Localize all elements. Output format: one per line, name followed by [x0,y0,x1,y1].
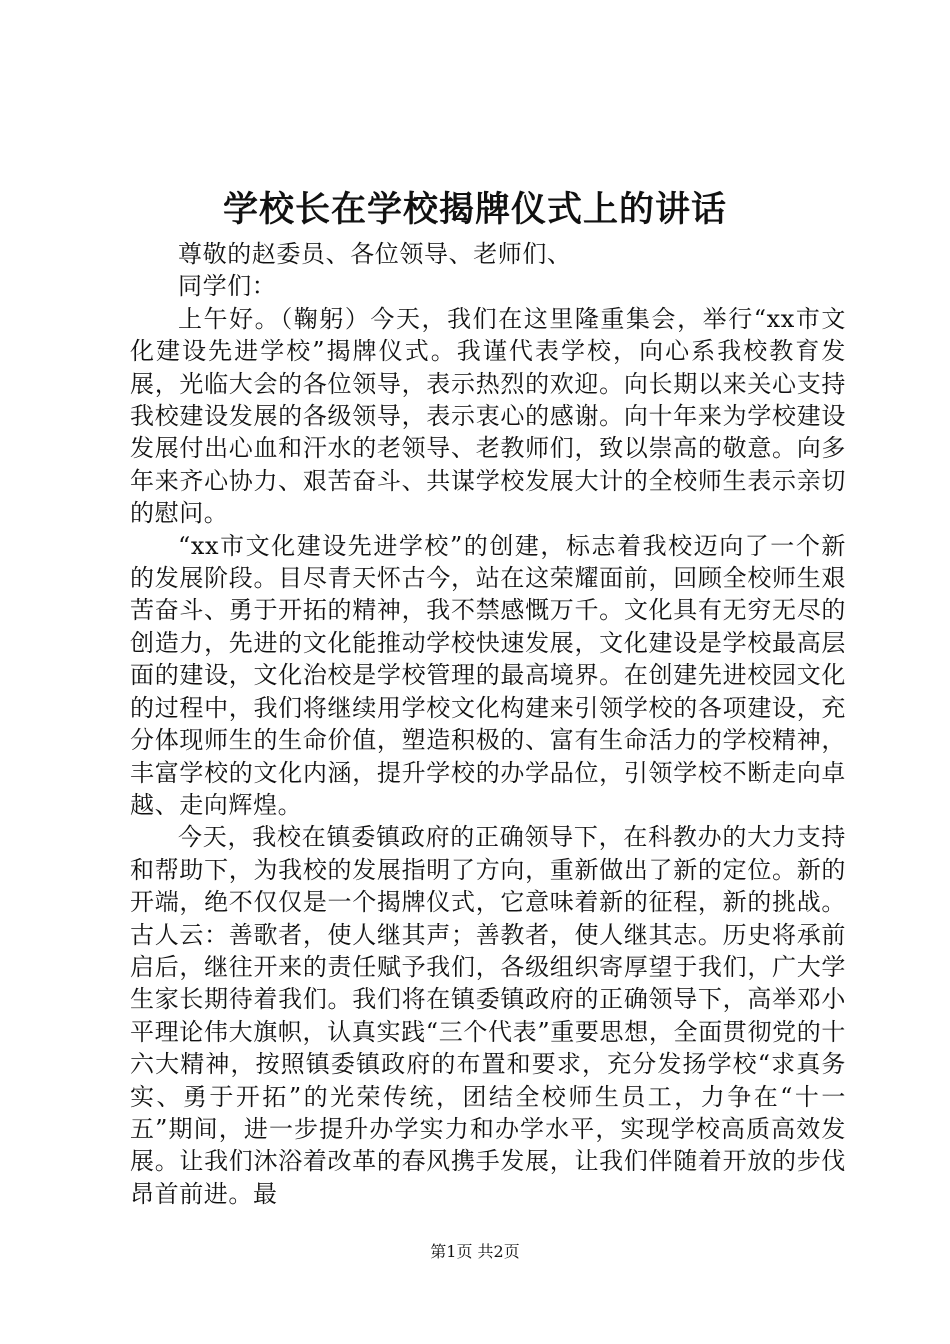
page-title: 学校长在学校揭牌仪式上的讲话 [222,189,727,230]
body-paragraph: “xx市文化建设先进学校”的创建，标志着我校迈向了一个新的发展阶段。目尽青天怀古今，站在这荣耀面前，回顾全校师生艰苦奋斗、勇于开拓的精神，我不禁感慨万千。文化具有无穷无尽的创造力，先进的文化能推动学校快速发展，文化建设是学校最高层面的建设，文化治校是学校管理的最高境界。在创建先进校园文化的过程中，我们将继续用学校文化构建来引领学校的各项建设，充分体现师生的生命价值，塑造积极的、富有生命活力的学校精神，丰富学校的文化内涵，提升学校的办学品位，引领学校不断走向卓越、走向辉煌。 [130,531,846,819]
salutation-line-1: 尊敬的赵委员、各位领导、老师们、 [178,240,572,268]
salutation-line-2: 同学们： [178,272,277,301]
page-number-footer: 第1页 共2页 [430,1242,520,1261]
body-paragraph: 今天，我校在镇委镇政府的正确领导下，在科教办的大力支持和帮助下，为我校的发展指明了方向，重新做出了新的定位。新的开端，绝不仅仅是一个揭牌仪式，它意味着新的征程，新的挑战。古人云：善歌者，使人继其声；善教者，使人继其志。历史将承前启后，继往开来的责任赋予我们，各级组织寄厚望于我们，广大学生家长期待着我们。我们将在镇委镇政府的正确领导下，高举邓小平理论伟大旗帜，认真实践“三个代表”重要思想，全面贯彻党的十六大精神，按照镇委镇政府的布置和要求，充分发扬学校“求真务实、勇于开拓”的光荣传统，团结全校师生员工，力争在“十一五”期间，进一步提升办学实力和办学水平，实现学校高质高效发展。让我们沐浴着改革的春风携手发展，让我们伴随着开放的步伐昂首前进。最 [130,823,846,1208]
document-body [130,238,846,1210]
body-paragraph: 上午好。（鞠躬）今天，我们在这里隆重集会，举行“xx市文化建设先进学校”揭牌仪式。我谨代表学校，向心系我校教育发展，光临大会的各位领导，表示热烈的欢迎。向长期以来关心支持我校建设发展的各级领导，表示衷心的感谢。向十年来为学校建设发展付出心血和汗水的老领导、老教师们，致以崇高的敬意。向多年来齐心协力、艰苦奋斗、共谋学校发展大计的全校师生表示亲切的慰问。 [130,304,846,528]
